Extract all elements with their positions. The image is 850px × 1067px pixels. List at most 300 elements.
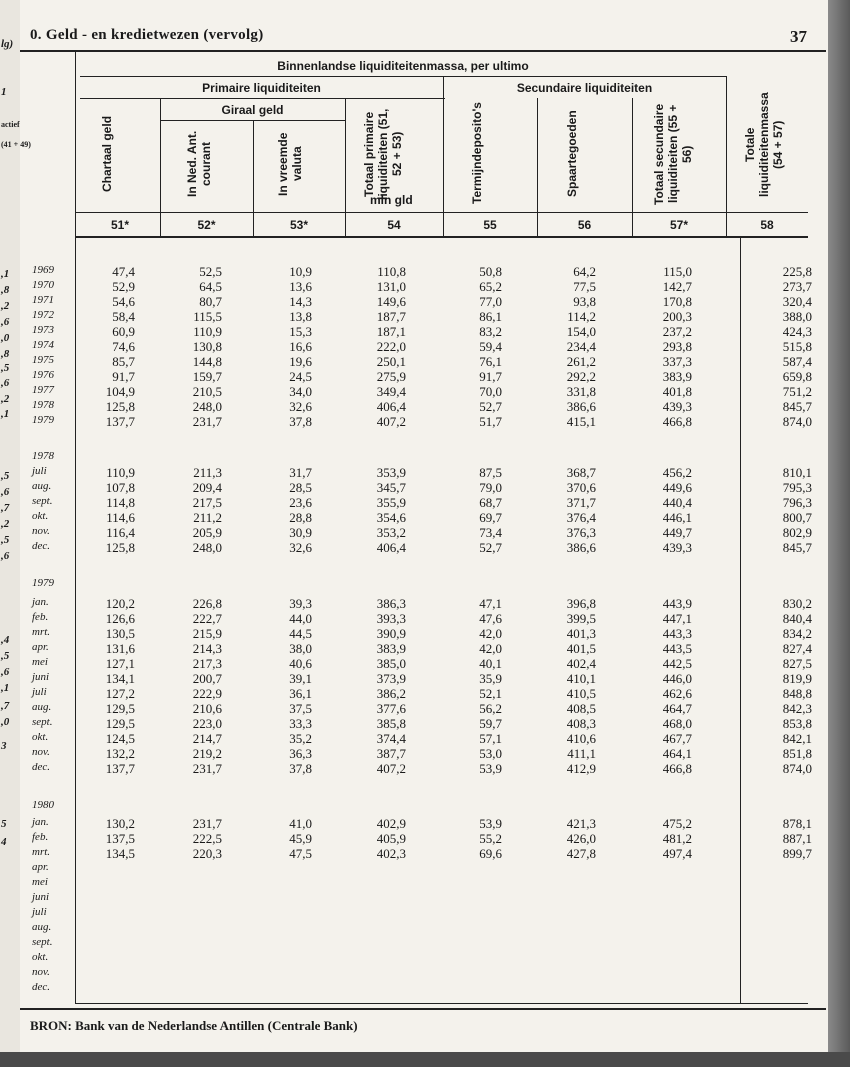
unit-label: mln gld	[370, 193, 413, 207]
table-cell: 399,5	[566, 611, 596, 626]
table-cell: 53,0	[479, 746, 502, 761]
table-cell: 368,7	[566, 465, 596, 480]
primary-header: Primaire liquiditeiten	[202, 81, 321, 95]
edge-label: (41 + 49)	[1, 140, 31, 149]
table-row	[0, 936, 850, 951]
table-cell: 376,3	[566, 525, 596, 540]
edge-label: actief	[1, 120, 20, 129]
row-label: mei	[32, 656, 48, 668]
table-cell: 355,9	[376, 495, 406, 510]
table-cell: 446,1	[662, 510, 692, 525]
table-row	[0, 596, 850, 611]
col-header-termijn: Termijndeposito's	[470, 102, 484, 204]
table-cell: 28,5	[289, 480, 312, 495]
row-label: 1971	[32, 294, 54, 306]
table-cell: 388,0	[782, 309, 812, 324]
table-cell: 237,2	[662, 324, 692, 339]
table-cell: 386,6	[566, 399, 596, 414]
edge-label: ,5	[1, 362, 10, 374]
row-label: jan.	[32, 816, 49, 828]
table-cell: 14,3	[289, 294, 312, 309]
table-cell: 83,2	[479, 324, 502, 339]
table-cell: 225,8	[782, 264, 812, 279]
table-cell: 205,9	[192, 525, 222, 540]
table-cell: 320,4	[782, 294, 812, 309]
edge-label: ,1	[1, 268, 10, 280]
table-row	[0, 384, 850, 399]
table-cell: 130,8	[192, 339, 222, 354]
table-cell: 37,8	[289, 414, 312, 429]
table-row	[0, 510, 850, 525]
table-cell: 337,3	[662, 354, 692, 369]
table-cell: 87,5	[479, 465, 502, 480]
col-number-55: 55	[483, 218, 497, 232]
table-cell: 104,9	[105, 384, 135, 399]
table-cell: 77,0	[479, 294, 502, 309]
table-cell: 421,3	[566, 816, 596, 831]
table-cell: 137,7	[105, 414, 135, 429]
table-cell: 47,4	[112, 264, 135, 279]
edge-label: ,0	[1, 716, 10, 728]
edge-label: ,7	[1, 502, 10, 514]
table-cell: 845,7	[782, 540, 812, 555]
table-cell: 57,1	[479, 731, 502, 746]
table-cell: 834,2	[782, 626, 812, 641]
edge-label: ,1	[1, 408, 10, 420]
table-cell: 406,4	[376, 540, 406, 555]
table-cell: 275,9	[376, 369, 406, 384]
table-cell: 481,2	[662, 831, 692, 846]
row-label: 1973	[32, 324, 54, 336]
table-cell: 44,5	[289, 626, 312, 641]
row-label: jan.	[32, 596, 49, 608]
table-cell: 200,3	[662, 309, 692, 324]
table-cell: 137,5	[105, 831, 135, 846]
table-cell: 126,6	[105, 611, 135, 626]
table-cell: 795,3	[782, 480, 812, 495]
table-cell: 261,2	[566, 354, 596, 369]
table-cell: 37,8	[289, 761, 312, 776]
table-cell: 34,0	[289, 384, 312, 399]
edge-label: ,0	[1, 332, 10, 344]
table-cell: 248,0	[192, 540, 222, 555]
table-cell: 53,9	[479, 761, 502, 776]
table-cell: 93,8	[573, 294, 596, 309]
table-cell: 64,5	[199, 279, 222, 294]
table-cell: 32,6	[289, 540, 312, 555]
table-row	[0, 891, 850, 906]
table-cell: 250,1	[376, 354, 406, 369]
table-cell: 464,7	[662, 701, 692, 716]
edge-label: ,2	[1, 518, 10, 530]
table-cell: 462,6	[662, 686, 692, 701]
table-cell: 466,8	[662, 414, 692, 429]
table-cell: 231,7	[192, 816, 222, 831]
table-cell: 222,5	[192, 831, 222, 846]
table-cell: 446,0	[662, 671, 692, 686]
table-cell: 23,6	[289, 495, 312, 510]
table-cell: 427,8	[566, 846, 596, 861]
table-cell: 851,8	[782, 746, 812, 761]
row-label: dec.	[32, 981, 51, 993]
table-cell: 387,7	[376, 746, 406, 761]
col-header-totaal-primair: Totaal primaire liquiditeiten (51, 52 + 53)	[362, 108, 404, 200]
row-label: 1979	[32, 414, 54, 426]
table-cell: 110,9	[106, 465, 135, 480]
table-row	[0, 906, 850, 921]
table-cell: 393,3	[376, 611, 406, 626]
table-cell: 447,1	[662, 611, 692, 626]
table-row	[0, 450, 850, 465]
table-cell: 226,8	[192, 596, 222, 611]
table-cell: 796,3	[782, 495, 812, 510]
table-cell: 412,9	[566, 761, 596, 776]
table-row	[0, 831, 850, 846]
table-cell: 659,8	[782, 369, 812, 384]
col-number-57: 57*	[669, 218, 689, 232]
source-note: BRON: Bank van de Nederlandse Antillen (Centrale Bank)	[30, 1018, 358, 1033]
table-cell: 114,2	[567, 309, 596, 324]
row-label: aug.	[32, 701, 52, 713]
table-cell: 129,5	[105, 716, 135, 731]
table-cell: 220,3	[192, 846, 222, 861]
col-number-54: 54	[387, 218, 401, 232]
table-cell: 383,9	[376, 641, 406, 656]
table-cell: 293,8	[662, 339, 692, 354]
col-divider-3	[345, 98, 346, 236]
table-cell: 35,9	[479, 671, 502, 686]
table-cell: 124,5	[105, 731, 135, 746]
edge-label: 5	[1, 818, 7, 830]
edge-label: lg)	[1, 38, 14, 50]
table-cell: 386,6	[566, 540, 596, 555]
table-cell: 42,0	[479, 641, 502, 656]
table-cell: 127,1	[105, 656, 135, 671]
table-cell: 353,2	[376, 525, 406, 540]
table-cell: 36,3	[289, 746, 312, 761]
table-cell: 50,8	[479, 264, 502, 279]
edge-label: ,2	[1, 300, 10, 312]
row-label: dec.	[32, 540, 51, 552]
col-header-totale-massa: Totale liquiditeitenmassa (54 + 57)	[743, 92, 785, 198]
table-cell: 802,9	[782, 525, 812, 540]
table-cell: 402,9	[376, 816, 406, 831]
table-cell: 827,5	[782, 656, 812, 671]
table-cell: 51,7	[479, 414, 502, 429]
giraal-header: Giraal geld	[221, 103, 284, 117]
table-cell: 110,9	[193, 324, 222, 339]
col-number-58: 58	[760, 218, 774, 232]
table-cell: 59,4	[479, 339, 502, 354]
edge-label: ,4	[1, 634, 10, 646]
table-cell: 41,0	[289, 816, 312, 831]
table-cell: 899,7	[782, 846, 812, 861]
table-cell: 137,7	[105, 761, 135, 776]
table-cell: 52,9	[112, 279, 135, 294]
table-cell: 840,4	[782, 611, 812, 626]
table-cell: 353,9	[376, 465, 406, 480]
table-cell: 64,2	[573, 264, 596, 279]
table-cell: 142,7	[662, 279, 692, 294]
row-label: nov.	[32, 966, 50, 978]
header-rule-1	[80, 76, 726, 77]
table-cell: 449,6	[662, 480, 692, 495]
table-row	[0, 746, 850, 761]
table-cell: 800,7	[782, 510, 812, 525]
row-label: sept.	[32, 936, 53, 948]
table-cell: 33,3	[289, 716, 312, 731]
table-cell: 80,7	[199, 294, 222, 309]
row-label: apr.	[32, 641, 49, 653]
table-cell: 377,6	[376, 701, 406, 716]
table-cell: 107,8	[105, 480, 135, 495]
row-label: mrt.	[32, 626, 51, 638]
row-label: sept.	[32, 716, 53, 728]
row-label: juli	[32, 465, 47, 477]
table-cell: 497,4	[662, 846, 692, 861]
table-cell: 874,0	[782, 414, 812, 429]
table-cell: 439,3	[662, 399, 692, 414]
table-cell: 331,8	[566, 384, 596, 399]
table-row	[0, 264, 850, 279]
row-label: 1975	[32, 354, 54, 366]
table-cell: 231,7	[192, 414, 222, 429]
table-cell: 231,7	[192, 761, 222, 776]
table-cell: 130,5	[105, 626, 135, 641]
table-cell: 35,2	[289, 731, 312, 746]
table-cell: 210,6	[192, 701, 222, 716]
table-cell: 77,5	[573, 279, 596, 294]
table-row	[0, 577, 850, 592]
table-cell: 144,8	[192, 354, 222, 369]
table-cell: 385,8	[376, 716, 406, 731]
table-cell: 439,3	[662, 540, 692, 555]
table-cell: 385,0	[376, 656, 406, 671]
table-cell: 134,1	[105, 671, 135, 686]
table-cell: 371,7	[566, 495, 596, 510]
table-cell: 442,5	[662, 656, 692, 671]
table-row	[0, 846, 850, 861]
table-cell: 424,3	[782, 324, 812, 339]
header-rule-4	[75, 212, 808, 213]
table-cell: 467,7	[662, 731, 692, 746]
table-row	[0, 525, 850, 540]
table-cell: 466,8	[662, 761, 692, 776]
table-cell: 354,6	[376, 510, 406, 525]
page-title: 0. Geld - en kredietwezen (vervolg)	[30, 27, 264, 43]
table-cell: 154,0	[566, 324, 596, 339]
table-cell: 853,8	[782, 716, 812, 731]
table-cell: 827,4	[782, 641, 812, 656]
table-cell: 401,8	[662, 384, 692, 399]
top-rule	[20, 50, 826, 52]
table-cell: 410,1	[566, 671, 596, 686]
table-cell: 408,5	[566, 701, 596, 716]
table-cell: 74,6	[112, 339, 135, 354]
table-cell: 28,8	[289, 510, 312, 525]
table-cell: 65,2	[479, 279, 502, 294]
edge-label: ,5	[1, 650, 10, 662]
table-cell: 58,4	[112, 309, 135, 324]
table-cell: 114,8	[106, 495, 135, 510]
table-cell: 69,7	[479, 510, 502, 525]
table-cell: 42,0	[479, 626, 502, 641]
edge-label: ,5	[1, 534, 10, 546]
table-cell: 53,9	[479, 816, 502, 831]
edge-label: ,6	[1, 377, 10, 389]
table-cell: 374,4	[376, 731, 406, 746]
row-label: juli	[32, 686, 47, 698]
table-cell: 32,6	[289, 399, 312, 414]
table-row	[0, 480, 850, 495]
row-label: okt.	[32, 951, 49, 963]
table-row	[0, 495, 850, 510]
table-cell: 273,7	[782, 279, 812, 294]
table-cell: 215,9	[192, 626, 222, 641]
table-cell: 222,7	[192, 611, 222, 626]
col-header-chartaal: Chartaal geld	[100, 115, 114, 193]
edge-label: ,6	[1, 486, 10, 498]
secondary-header: Secundaire liquiditeiten	[516, 81, 653, 95]
table-row	[0, 369, 850, 384]
table-row	[0, 626, 850, 641]
table-row	[0, 716, 850, 731]
table-row	[0, 354, 850, 369]
table-cell: 24,5	[289, 369, 312, 384]
table-cell: 115,0	[663, 264, 692, 279]
table-cell: 125,8	[105, 540, 135, 555]
row-label: 1978	[32, 399, 54, 411]
table-cell: 76,1	[479, 354, 502, 369]
table-cell: 44,0	[289, 611, 312, 626]
table-row	[0, 540, 850, 555]
edge-label: 3	[1, 740, 7, 752]
table-cell: 406,4	[376, 399, 406, 414]
table-cell: 125,8	[105, 399, 135, 414]
table-cell: 234,4	[566, 339, 596, 354]
col-number-53: 53*	[289, 218, 309, 232]
edge-label: ,2	[1, 393, 10, 405]
table-cell: 376,4	[566, 510, 596, 525]
edge-label: ,6	[1, 316, 10, 328]
table-cell: 131,6	[105, 641, 135, 656]
table-cell: 408,3	[566, 716, 596, 731]
table-cell: 59,7	[479, 716, 502, 731]
table-cell: 383,9	[662, 369, 692, 384]
table-cell: 402,3	[376, 846, 406, 861]
table-cell: 45,9	[289, 831, 312, 846]
table-row	[0, 761, 850, 776]
table-cell: 810,1	[782, 465, 812, 480]
table-cell: 70,0	[479, 384, 502, 399]
table-cell: 131,0	[376, 279, 406, 294]
table-cell: 401,3	[566, 626, 596, 641]
col-header-spaar: Spaartegoeden	[565, 110, 579, 198]
table-row	[0, 641, 850, 656]
edge-label: ,6	[1, 550, 10, 562]
table-cell: 36,1	[289, 686, 312, 701]
table-cell: 217,3	[192, 656, 222, 671]
row-label: dec.	[32, 761, 51, 773]
table-cell: 209,4	[192, 480, 222, 495]
col-header-vreemde: In vreemde valuta	[276, 132, 304, 196]
table-row	[0, 294, 850, 309]
table-cell: 19,6	[289, 354, 312, 369]
table-cell: 248,0	[192, 399, 222, 414]
table-cell: 187,1	[376, 324, 406, 339]
table-cell: 86,1	[479, 309, 502, 324]
table-cell: 515,8	[782, 339, 812, 354]
table-cell: 292,2	[566, 369, 596, 384]
table-cell: 449,7	[662, 525, 692, 540]
row-label: feb.	[32, 611, 49, 623]
table-cell: 345,7	[376, 480, 406, 495]
edge-label: ,7	[1, 700, 10, 712]
edge-label: ,1	[1, 682, 10, 694]
table-cell: 222,9	[192, 686, 222, 701]
table-cell: 443,5	[662, 641, 692, 656]
table-cell: 386,2	[376, 686, 406, 701]
table-cell: 878,1	[782, 816, 812, 831]
table-cell: 40,1	[479, 656, 502, 671]
table-cell: 56,2	[479, 701, 502, 716]
bottom-rule	[75, 1003, 808, 1004]
row-label: 1974	[32, 339, 54, 351]
table-cell: 211,3	[193, 465, 222, 480]
edge-label: 1	[1, 86, 7, 98]
table-row	[0, 324, 850, 339]
row-label: juli	[32, 906, 47, 918]
table-cell: 134,5	[105, 846, 135, 861]
table-cell: 40,6	[289, 656, 312, 671]
table-cell: 426,0	[566, 831, 596, 846]
table-cell: 410,6	[566, 731, 596, 746]
table-cell: 222,0	[376, 339, 406, 354]
table-cell: 200,7	[192, 671, 222, 686]
table-cell: 223,0	[192, 716, 222, 731]
table-row	[0, 966, 850, 981]
row-label: aug.	[32, 480, 52, 492]
table-cell: 47,1	[479, 596, 502, 611]
table-cell: 415,1	[566, 414, 596, 429]
row-label: apr.	[32, 861, 49, 873]
row-label: 1976	[32, 369, 54, 381]
table-cell: 170,8	[662, 294, 692, 309]
table-cell: 349,4	[376, 384, 406, 399]
table-cell: 38,0	[289, 641, 312, 656]
edge-label: ,5	[1, 470, 10, 482]
row-label: 1978	[32, 450, 54, 462]
table-cell: 842,1	[782, 731, 812, 746]
row-label: 1979	[32, 577, 54, 589]
main-header: Binnenlandse liquiditeitenmassa, per ultimo	[277, 59, 529, 73]
table-cell: 819,9	[782, 671, 812, 686]
table-row	[0, 611, 850, 626]
header-rule-2	[80, 98, 445, 99]
table-cell: 407,2	[376, 414, 406, 429]
table-row	[0, 339, 850, 354]
table-cell: 115,5	[193, 309, 222, 324]
table-cell: 47,6	[479, 611, 502, 626]
edge-label: ,8	[1, 348, 10, 360]
table-row	[0, 816, 850, 831]
table-cell: 52,7	[479, 540, 502, 555]
table-cell: 39,3	[289, 596, 312, 611]
table-cell: 31,7	[289, 465, 312, 480]
edge-label: ,8	[1, 284, 10, 296]
table-cell: 405,9	[376, 831, 406, 846]
table-cell: 73,4	[479, 525, 502, 540]
